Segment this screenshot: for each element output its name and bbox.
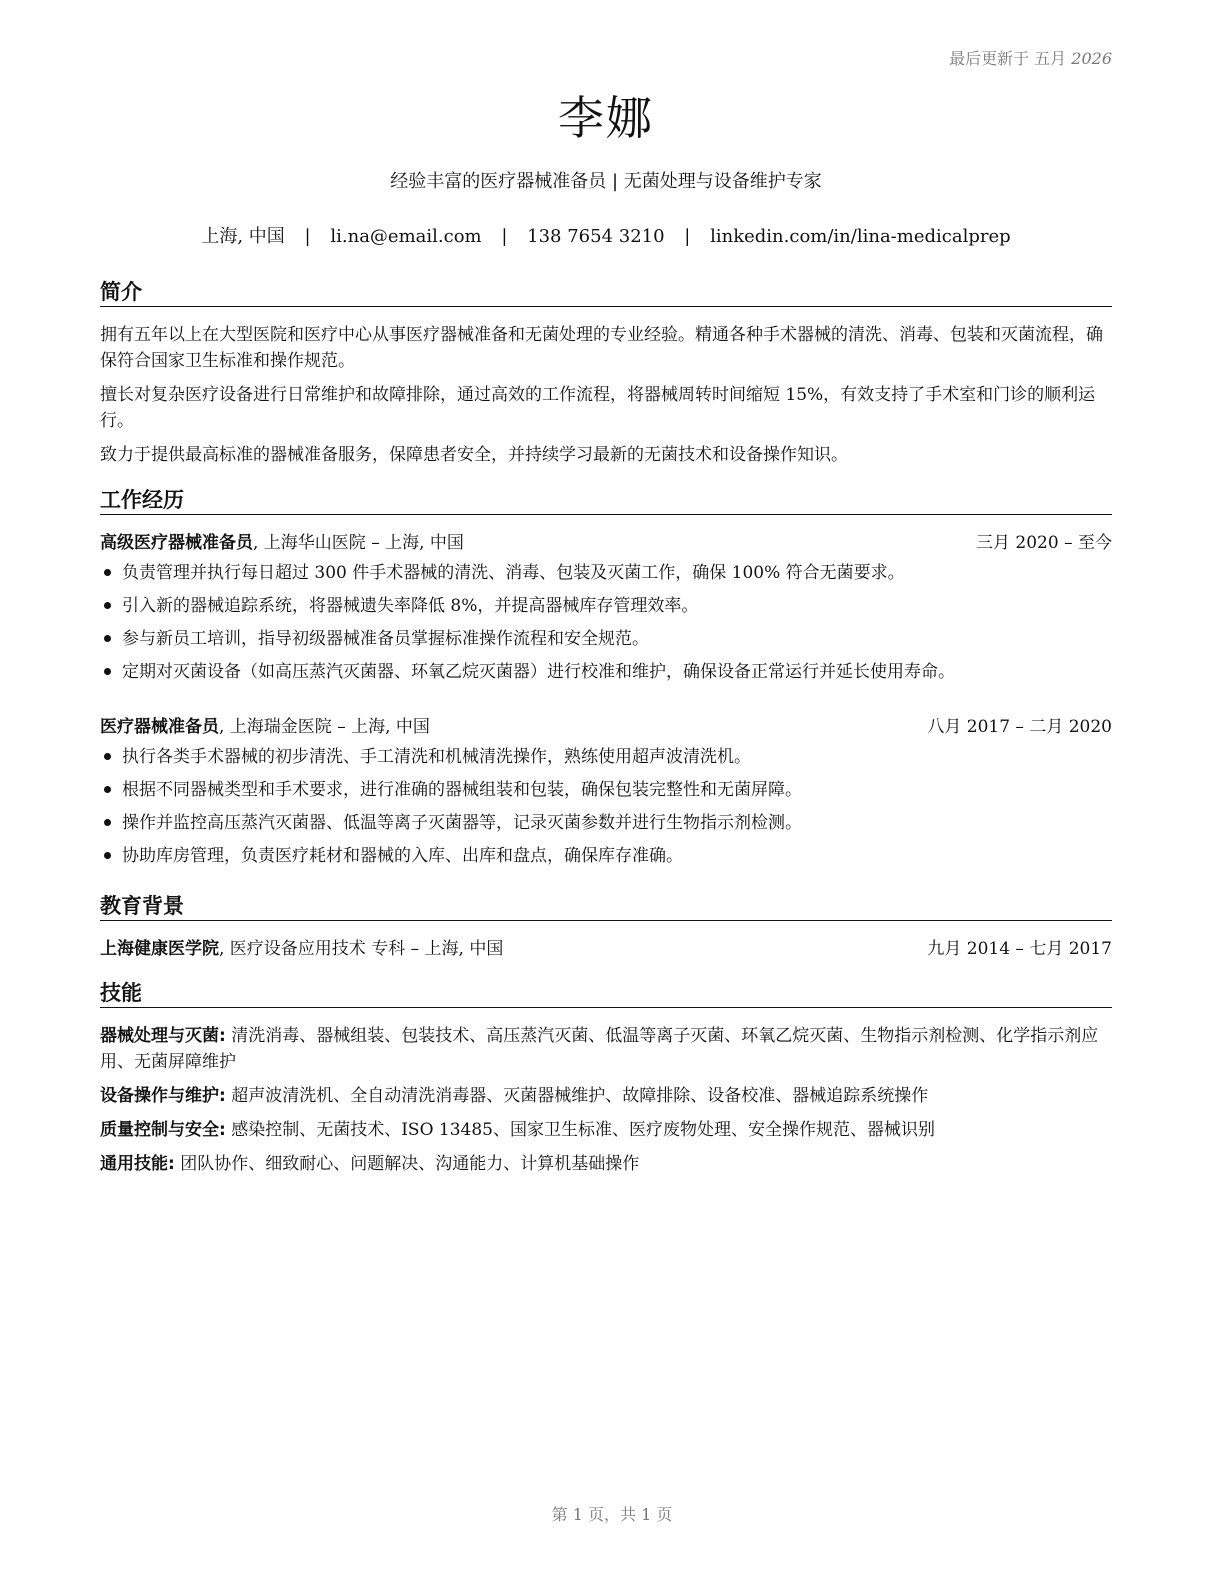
education-header (100, 936, 1112, 962)
education-dates: 九月 2014 – 七月 2017 (927, 939, 1112, 959)
page-indicator: 第 1 页，共 1 页 (551, 1505, 673, 1524)
bullet-text: 引入新的器械追踪系统，将器械遗失率降低 8%，并提高器械库存管理效率。 (122, 596, 699, 616)
bullet-text: 负责管理并执行每日超过 300 件手术器械的清洗、消毒、包装及灭菌工作，确保 100% 符合无菌要求。 (122, 563, 905, 583)
list-item (100, 560, 1112, 586)
list-item (100, 659, 1112, 685)
job-dates: 三月 2020 – 至今 (976, 533, 1112, 553)
job-org: , 上海瑞金医院 – 上海, 中国 (219, 717, 430, 737)
bullet-icon (104, 753, 111, 760)
bullet-text: 定期对灭菌设备（如高压蒸汽灭菌器、环氧乙烷灭菌器）进行校准和维护，确保设备正常运行并延长使用寿命。 (122, 662, 955, 682)
job-title-line (100, 530, 464, 556)
education-entry (100, 936, 1112, 962)
last-updated-year: 2026 (1071, 49, 1112, 68)
bullet-icon (104, 635, 111, 642)
summary-block (100, 322, 1112, 476)
bullet-icon (104, 602, 111, 609)
job-dates: 八月 2017 – 二月 2020 (927, 717, 1112, 737)
contact-separator: | (501, 226, 508, 247)
skill-value: 清洗消毒、器械组装、包装技术、高压蒸汽灭菌、低温等离子灭菌、环氧乙烷灭菌、生物指示剂检测、化学指示剂应用、无菌屏障维护 (100, 1026, 1099, 1072)
section-title-education: 教育背景 (100, 892, 1112, 921)
bullet-text: 执行各类手术器械的初步清洗、手工清洗和机械清洗操作，熟练使用超声波清洗机。 (122, 747, 751, 767)
job-bullets (100, 560, 1112, 685)
summary-paragraph: 擅长对复杂医疗设备进行日常维护和故障排除，通过高效的工作流程，将器械周转时间缩短 15%，有效支持了手术室和门诊的顺利运行。 (100, 385, 1096, 431)
skills-block (100, 1023, 1112, 1185)
bullet-icon (104, 668, 111, 675)
job-role: 高级医疗器械准备员 (100, 533, 253, 553)
contact-linkedin[interactable]: linkedin.com/in/lina-medicalprep (710, 226, 1011, 247)
section-title-skills: 技能 (100, 979, 1112, 1008)
list-item (100, 626, 1112, 652)
contact-separator: | (304, 226, 311, 247)
summary-paragraph: 致力于提供最高标准的器械准备服务，保障患者安全，并持续学习最新的无菌技术和设备操作知识。 (100, 445, 848, 465)
candidate-name: 李娜 (558, 91, 654, 145)
last-updated (949, 46, 1112, 69)
skill-row (100, 1083, 1112, 1109)
bullet-icon (104, 786, 111, 793)
list-item (100, 843, 1112, 869)
bullet-text: 根据不同器械类型和手术要求，进行准确的器械组装和包装，确保包装完整性和无菌屏障。 (122, 780, 802, 800)
contact-phone: 138 7654 3210 (527, 226, 665, 247)
skill-row (100, 1023, 1112, 1075)
job-entry (100, 714, 1112, 876)
bullet-text: 参与新员工培训，指导初级器械准备员掌握标准操作流程和安全规范。 (122, 629, 649, 649)
summary-paragraph: 拥有五年以上在大型医院和医疗中心从事医疗器械准备和无菌处理的专业经验。精通各种手术器械的清洗、消毒、包装和灭菌流程，确保符合国家卫生标准和操作规范。 (100, 325, 1103, 371)
job-entry (100, 530, 1112, 692)
last-updated-label: 最后更新于 (949, 49, 1030, 68)
job-header (100, 714, 1112, 740)
bullet-text: 协助库房管理，负责医疗耗材和器械的入库、出库和盘点，确保库存准确。 (122, 846, 683, 866)
contact-line (100, 224, 1112, 250)
skill-row (100, 1117, 1112, 1143)
job-role: 医疗器械准备员 (100, 717, 219, 737)
contact-separator: | (684, 226, 691, 247)
bullet-icon (104, 852, 111, 859)
list-item (100, 744, 1112, 770)
section-title-summary: 简介 (100, 278, 1112, 307)
bullet-icon (104, 819, 111, 826)
bullet-icon (104, 569, 111, 576)
education-detail: , 医疗设备应用技术 专科 – 上海, 中国 (219, 939, 504, 959)
contact-email[interactable]: li.na@email.com (330, 226, 482, 247)
skill-value: 团队协作、细致耐心、问题解决、沟通能力、计算机基础操作 (174, 1154, 640, 1174)
contact-location: 上海, 中国 (201, 226, 285, 247)
list-item (100, 810, 1112, 836)
job-bullets (100, 744, 1112, 869)
list-item (100, 593, 1112, 619)
bullet-text: 操作并监控高压蒸汽灭菌器、低温等离子灭菌器等，记录灭菌参数并进行生物指示剂检测。 (122, 813, 802, 833)
job-title-line (100, 714, 430, 740)
job-org: , 上海华山医院 – 上海, 中国 (253, 533, 464, 553)
skill-value: 超声波清洗机、全自动清洗消毒器、灭菌器械维护、故障排除、设备校准、器械追踪系统操作 (225, 1086, 929, 1106)
last-updated-month: 五月 (1034, 49, 1067, 68)
skill-label: 通用技能: (100, 1154, 175, 1174)
skill-value: 感染控制、无菌技术、ISO 13485、国家卫生标准、医疗废物处理、安全操作规范、器械识别 (225, 1120, 935, 1140)
list-item (100, 777, 1112, 803)
skill-row (100, 1151, 1112, 1177)
education-line (100, 936, 503, 962)
skill-label: 设备操作与维护: (100, 1086, 226, 1106)
skill-label: 质量控制与安全: (100, 1120, 226, 1140)
headline: 经验丰富的医疗器械准备员 | 无菌处理与设备维护专家 (390, 171, 822, 192)
skill-label: 器械处理与灭菌: (100, 1026, 226, 1046)
section-title-experience: 工作经历 (100, 486, 1112, 515)
education-school: 上海健康医学院 (100, 939, 219, 959)
job-header (100, 530, 1112, 556)
